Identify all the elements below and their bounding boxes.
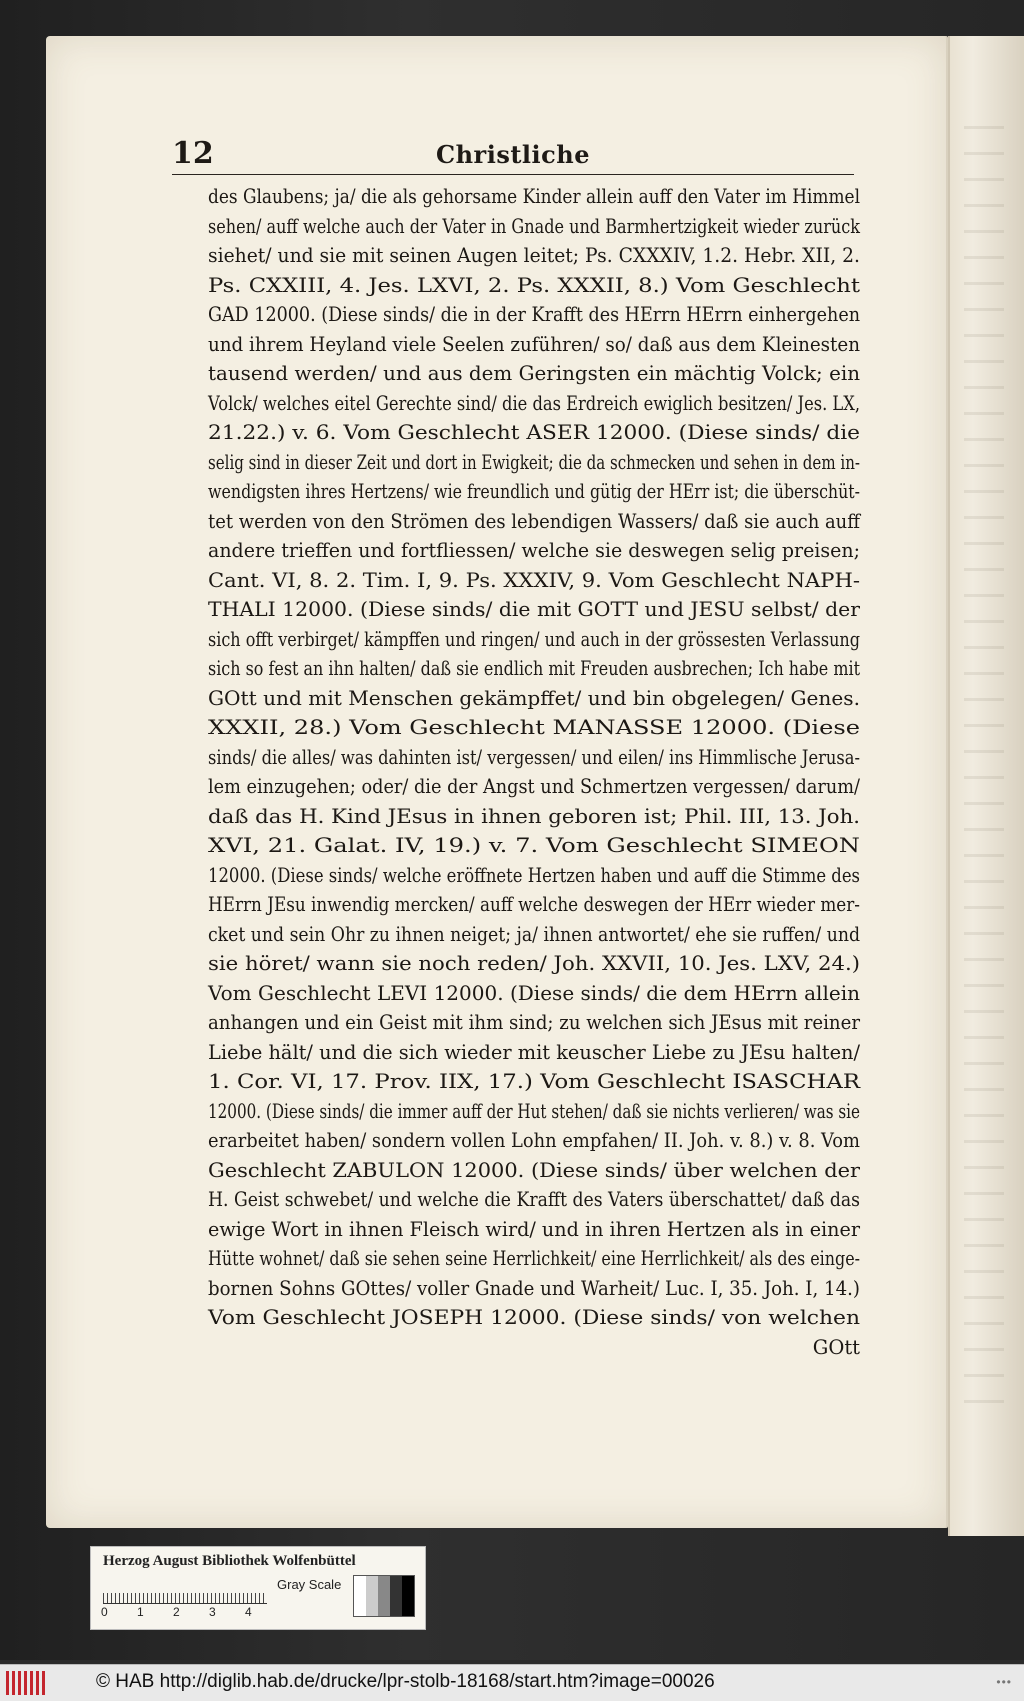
ruler-icon [103,1577,267,1604]
text-line: GAD 12000. (Diese sinds/ die in der Krafft des HErrn HErrn einhergehen [208,303,860,326]
text-line: erarbeitet haben/ sondern vollen Lohn empfahen/ II. Joh. v. 8.) v. 8. Vom [208,1129,860,1152]
text-line: anhangen und ein Geist mit ihm sind; zu welchen sich JEsus mit reiner [208,1011,860,1034]
text-line: 21.22.) v. 6. Vom Geschlecht ASER 12000. (Diese sinds/ die [208,421,861,444]
grayscale-label: Gray Scale [277,1577,342,1592]
text-line: sich offt verbirget/ kämpffen und ringen/ und auch in der grössesten Verlassung [208,627,860,651]
text-line: XXXII, 28.) Vom Geschlecht MANASSE 12000. (Diese [208,716,860,739]
text-line: GOtt [812,1335,860,1359]
text-line: Hütte wohnet/ daß sie sehen seine Herrlichkeit/ eine Herrlichkeit/ als des einge- [208,1247,860,1270]
ruler-number: 2 [173,1605,180,1619]
text-line: Geschlecht ZABULON 12000. (Diese sinds/ über welchen der [208,1158,861,1182]
text-line: GOtt und mit Menschen gekämpffet/ und bin obgelegen/ Genes. [208,686,860,710]
text-line: tausend werden/ und aus dem Geringsten ein mächtig Volck; ein [208,362,860,385]
library-color-target [90,1546,426,1630]
page-header [172,136,854,175]
ruler-number: 1 [137,1605,144,1619]
text-line: Vom Geschlecht JOSEPH 12000. (Diese sinds/ von welchen [208,1306,860,1329]
ruler-number: 3 [209,1605,216,1619]
text-line: sie höret/ wann sie noch reden/ Joh. XXVII, 10. Jes. LXV, 24.) [208,952,860,975]
text-line: 12000. (Diese sinds/ welche eröffnete Hertzen haben und auff die Stimme des [208,863,860,887]
source-url-link[interactable]: © HAB http://diglib.hab.de/drucke/lpr-stolb-18168/start.htm?image=00026 [96,1671,715,1692]
text-line: sich so fest an ihn halten/ daß sie endlich mit Freuden ausbrechen; Ich habe mit [208,657,860,680]
page-number: 12 [172,136,214,171]
ruler-number: 0 [101,1605,108,1619]
library-name: Herzog August Bibliothek Wolfenbüttel [103,1553,356,1569]
text-line: Ps. CXXIII, 4. Jes. LXVI, 2. Ps. XXXII, 8.) Vom Geschlecht [208,273,860,297]
text-line: des Glaubens; ja/ die als gehorsame Kinder allein auff den Vater im Himmel [208,185,860,208]
text-line: Cant. VI, 8. 2. Tim. I, 9. Ps. XXXIV, 9. Vom Geschlecht NAPH- [208,568,860,592]
text-line: Volck/ welches eitel Gerechte sind/ die das Erdreich ewiglich besitzen/ Jes. LX, [208,391,860,415]
text-line: andere trieffen und fortfliessen/ welche sie deswegen selig preisen; [208,539,860,562]
text-line: lem einzugehen; oder/ die der Angst und Schmertzen vergessen/ darum/ [208,775,860,798]
text-line: ewige Wort in ihnen Fleisch wird/ und in ihren Hertzen als in einer [208,1217,860,1241]
text-line: Liebe hält/ und die sich wieder mit keuscher Liebe zu JEsu halten/ [208,1040,860,1064]
text-line: XVI, 21. Galat. IV, 19.) v. 7. Vom Geschlecht SIMEON [208,834,860,857]
text-line: selig sind in dieser Zeit und dort in Ewigkeit; die da schmecken und sehen in dem in- [208,450,860,474]
text-line: THALI 12000. (Diese sinds/ die mit GOTT und JESU selbst/ der [208,598,861,621]
footer-bar [0,1664,1024,1701]
text-line: 1. Cor. VI, 17. Prov. IIX, 17.) Vom Geschlecht ISASCHAR [208,1070,860,1093]
text-line: 12000. (Diese sinds/ die immer auff der Hut stehen/ daß sie nichts verlieren/ was sie [208,1099,860,1123]
text-line: cket und sein Ohr zu ihnen neiget; ja/ ihnen antwortet/ ehe sie ruffen/ und [208,922,860,946]
text-line: Vom Geschlecht LEVI 12000. (Diese sinds/ die dem HErrn allein [208,981,860,1005]
text-line: und ihrem Heyland viele Seelen zuführen/ so/ daß aus dem Kleinesten [208,332,860,356]
text-line: bornen Sohns GOttes/ voller Gnade und Warheit/ Luc. I, 35. Joh. I, 14.) [208,1276,860,1300]
text-line: siehet/ und sie mit seinen Augen leitet; Ps. CXXXIV, 1.2. Hebr. XII, 2. [208,244,860,267]
text-line: wendigsten ihres Hertzens/ wie freundlich und gütig der HErr ist; die überschüt- [208,480,860,503]
text-line: HErrn JEsu inwendig mercken/ auff welche deswegen der HErr wieder mer- [208,893,860,916]
text-line: H. Geist schwebet/ und welche die Krafft des Vaters überschattet/ daß das [208,1188,860,1211]
text-line: tet werden von den Strömen des lebendigen Wassers/ daß sie auch auff [208,509,860,533]
grayscale-swatch [353,1575,415,1617]
next-page-edge [948,36,1024,1536]
running-head: Christliche [436,140,590,169]
body-text [208,182,860,1362]
ruler-number: 4 [245,1605,252,1619]
text-line: daß das H. Kind JEsus in ihnen geboren ist; Phil. III, 13. Joh. [208,804,860,828]
footer-dots: ••• [996,1675,1012,1689]
text-line: sehen/ auff welche auch der Vater in Gnade und Barmhertzigkeit wieder zurück [208,214,860,238]
text-line: sinds/ die alles/ was dahinten ist/ vergessen/ und eilen/ ins Himmlische Jerusa- [208,745,860,769]
hab-logo-icon [6,1671,46,1695]
